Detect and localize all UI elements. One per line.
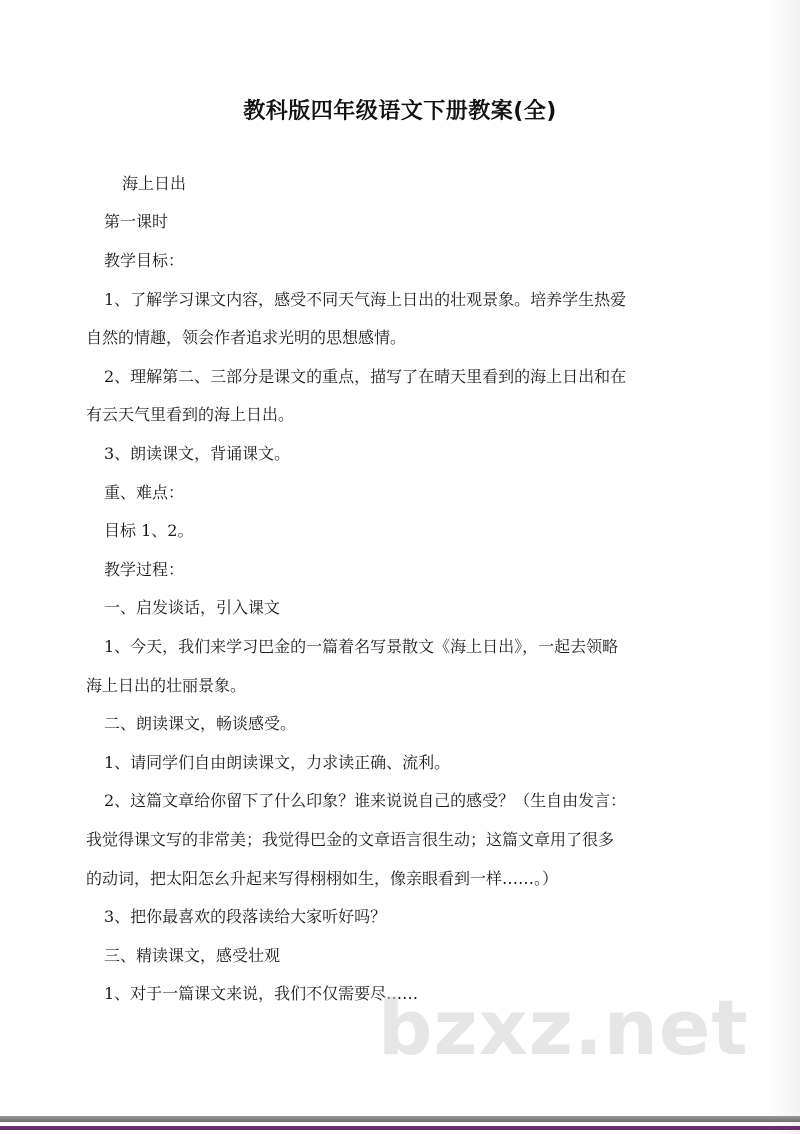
section-2-item-3: 3、把你最喜欢的段落读给大家听好吗？ <box>104 907 387 926</box>
objective-1-line-1: 1、了解学习课文内容，感受不同天气海上日出的壮观景象。培养学生热爱 <box>104 290 627 309</box>
objective-3: 3、朗读课文，背诵课文。 <box>104 444 291 463</box>
section-2-heading: 二、朗读课文，畅谈感受。 <box>104 714 297 733</box>
heading-process: 教学过程： <box>104 560 185 579</box>
key-points-text: 目标 1、2。 <box>104 521 194 540</box>
section-2-item-2-line-1: 2、这篇文章给你留下了什么印象？谁来说说自己的感受？（生自由发言： <box>104 791 627 810</box>
section-1-item-1-line-2: 海上日出的壮丽景象。 <box>86 676 247 695</box>
section-2-item-2-line-2: 我觉得课文写的非常美；我觉得巴金的文章语言很生动；这篇文章用了很多 <box>86 830 615 849</box>
section-3-item-1: 1、对于一篇课文来说，我们不仅需要尽…… <box>104 984 419 1003</box>
document-title: 教科版四年级语文下册教案(全) <box>243 99 557 124</box>
section-1-heading: 一、启发谈话，引入课文 <box>104 598 281 617</box>
section-3-heading: 三、精读课文，感受壮观 <box>104 946 281 965</box>
lesson-period: 第一课时 <box>104 212 169 231</box>
footer-accent-bar <box>0 1126 800 1130</box>
objective-2-line-1: 2、理解第二、三部分是课文的重点，描写了在晴天里看到的海上日出和在 <box>104 367 627 386</box>
section-1-item-1-line-1: 1、今天，我们来学习巴金的一篇着名写景散文《海上日出》，一起去领略 <box>104 637 619 656</box>
section-2-item-1: 1、请同学们自由朗读课文，力求读正确、流利。 <box>104 753 451 772</box>
section-2-item-2-line-3: 的动词，把太阳怎幺升起来写得栩栩如生，像亲眼看到一样……。） <box>86 869 559 888</box>
objective-2-line-2: 有云天气里看到的海上日出。 <box>86 405 295 424</box>
objective-1-line-2: 自然的情趣，领会作者追求光明的思想感情。 <box>86 328 407 347</box>
lesson-name: 海上日出 <box>122 174 187 193</box>
heading-objectives: 教学目标： <box>104 251 185 270</box>
watermark: bzxz.net <box>378 983 749 1072</box>
footer-bar <box>0 1116 800 1122</box>
heading-key-points: 重、难点： <box>104 483 185 502</box>
